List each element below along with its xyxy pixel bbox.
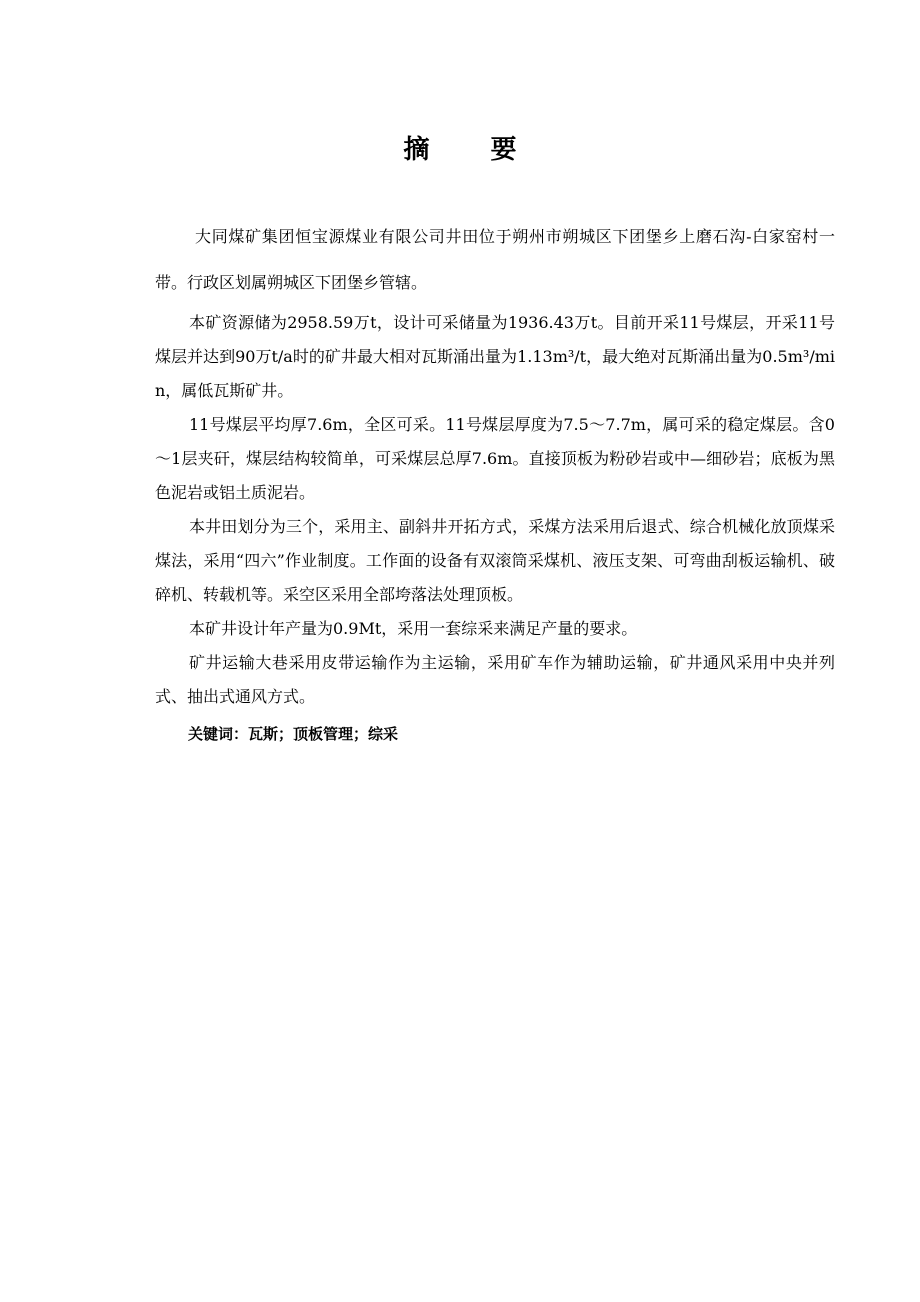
abstract-paragraph-seam: 11号煤层平均厚7.6m，全区可采。11号煤层厚度为7.5～7.7m，属可采的稳定煤层。含0～1层夹矸，煤层结构较简单，可采煤层总厚7.6m。直接顶板为粉砂岩或中—细砂岩；底板为黑色泥岩或铝土质泥岩。 xyxy=(155,415,835,502)
abstract-paragraph-location: 大同煤矿集团恒宝源煤业有限公司井田位于朔州市朔城区下团堡乡上磨石沟-白家窑村一带。行政区划属朔城区下团堡乡管辖。 xyxy=(155,227,835,292)
page-title: 摘 要 xyxy=(403,135,543,165)
abstract-paragraph-reserves: 本矿资源储为2958.59万t，设计可采储量为1936.43万t。目前开采11号煤层，开采11号煤层并达到90万t/a时的矿井最大相对瓦斯涌出量为1.13m³/t，最大绝对瓦斯涌出量为0.5m³/min，属低瓦斯矿井。 xyxy=(155,313,835,400)
abstract-paragraph-production: 本矿井设计年产量为0.9Mt，采用一套综采来满足产量的要求。 xyxy=(189,619,638,638)
abstract-paragraph-mining-method: 本井田划分为三个，采用主、副斜井开拓方式，采煤方法采用后退式、综合机械化放顶煤采煤法，采用“四六”作业制度。工作面的设备有双滚筒采煤机、液压支架、可弯曲刮板运输机、破碎机、转载机等。采空区采用全部垮落法处理顶板。 xyxy=(155,517,835,604)
keywords-line: 关键词：瓦斯；顶板管理；综采 xyxy=(188,725,399,743)
abstract-body xyxy=(155,214,835,754)
abstract-paragraph-transport: 矿井运输大巷采用皮带运输作为主运输，采用矿车作为辅助运输，矿井通风采用中央并列式、抽出式通风方式。 xyxy=(155,653,835,706)
